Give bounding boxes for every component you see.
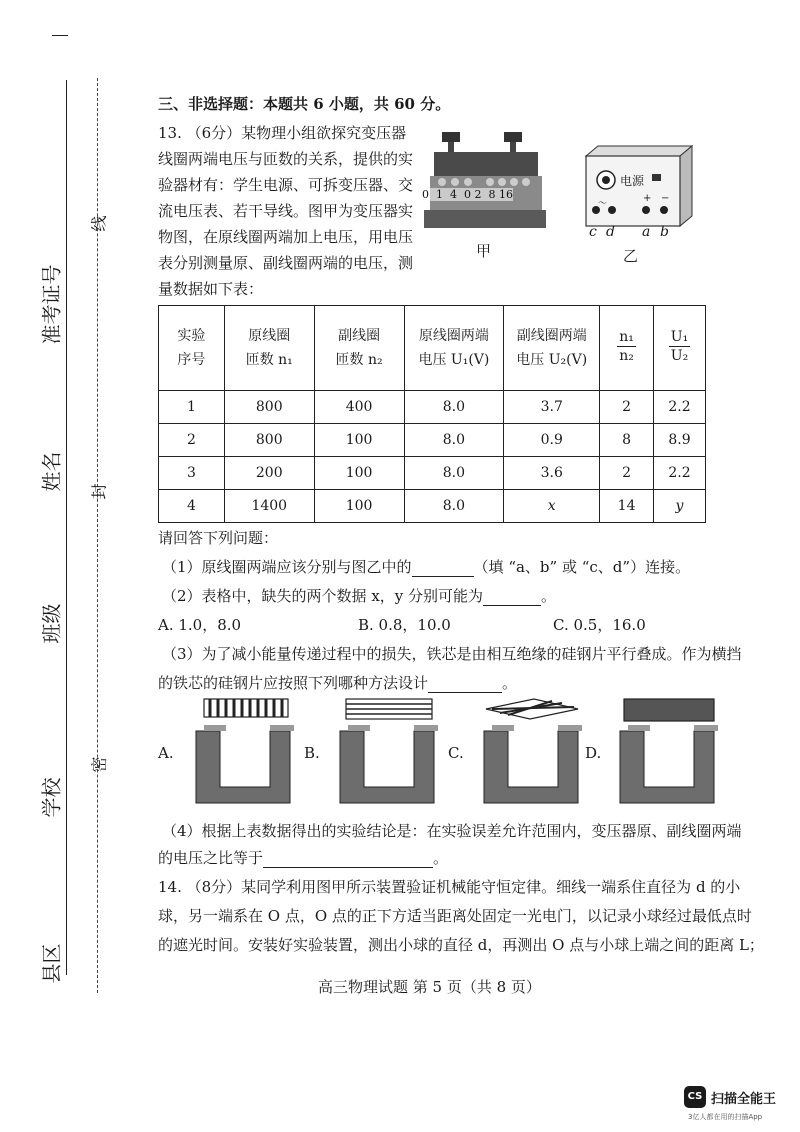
- figure-transformer: [420, 118, 550, 238]
- table-cell: 100: [314, 490, 404, 523]
- seal-dense: 密: [89, 756, 109, 773]
- table-cell: 3.7: [504, 391, 600, 424]
- q13-part4-line2: [158, 847, 448, 868]
- scanner-logo-icon: CS: [684, 1086, 706, 1108]
- core-label-c: C.: [448, 744, 464, 762]
- q13-part3-line2: [158, 672, 517, 693]
- header-cell: 实验 序号: [159, 306, 225, 391]
- terminal-c: c: [589, 224, 597, 240]
- transformer-terminal-labels: 0 1 4 0 2 8 16: [422, 188, 513, 201]
- q13-part3-end: 。: [502, 674, 518, 692]
- q14-line: 球，另一端系在 O 点，O 点的正下方适当距离处固定一光电门，以记录小球经过最低点时: [158, 907, 752, 925]
- table-cell: x: [504, 490, 600, 523]
- table-cell: 2: [600, 391, 654, 424]
- core-c-illustration: [478, 695, 586, 807]
- answer-blank-2[interactable]: [483, 591, 541, 606]
- table-cell: 2: [159, 424, 225, 457]
- symbol-plus: +: [643, 193, 652, 204]
- symbol-minus: −: [661, 193, 670, 204]
- seal-line: 线: [89, 215, 109, 232]
- label-county: 县区: [39, 943, 64, 984]
- q13-part1-hint: （填 “a、b” 或 “c、d”）连接。: [473, 558, 691, 576]
- table-cell: 14: [600, 490, 654, 523]
- q13-part4-text: 的电压之比等于: [158, 849, 264, 867]
- page-footer: 高三物理试题 第 5 页（共 8 页）: [318, 978, 541, 996]
- answer-blank-4[interactable]: [263, 853, 433, 868]
- q13-intro-line: 线圈两端电压与匝数的关系，提供的实: [158, 150, 414, 168]
- table-cell: 100: [314, 424, 404, 457]
- table-cell: 8.0: [404, 490, 504, 523]
- q13-part2: [162, 585, 556, 606]
- header-cell-ratio-n: $\frac{\text{n₁}}{\text{n₂}}$: [600, 306, 654, 391]
- answer-blank-3[interactable]: [428, 678, 502, 693]
- header-cell: 副线圈 匝数 n₂: [314, 306, 404, 391]
- table-cell: 800: [224, 424, 314, 457]
- q13-intro-line: 物图，在原线圈两端加上电压，用电压: [158, 228, 414, 246]
- table-cell: 2: [600, 457, 654, 490]
- symbol-ac: ～: [598, 199, 608, 209]
- core-d-illustration: [614, 695, 722, 807]
- margin-tick-top: [52, 35, 68, 36]
- q14-line: 的遮光时间。安装好实验装置，测出小球的直径 d，再测出 O 点与小球上端之间的距离 L；: [158, 936, 764, 954]
- transformer-illustration: [420, 118, 550, 238]
- core-b-illustration: [334, 695, 442, 807]
- q13-intro-line: 表分别测量原、副线圈两端的电压，测: [158, 254, 414, 272]
- label-school: 学校: [39, 777, 64, 818]
- answer-blank-1[interactable]: [412, 562, 474, 577]
- table-cell: 8.0: [404, 424, 504, 457]
- scanner-brand: 扫描全能王: [711, 1092, 777, 1107]
- terminal-d: d: [606, 224, 615, 240]
- table-header-row: [159, 306, 706, 391]
- q13-part3-line1: （3）为了减小能量传递过程中的损失，铁芯是由相互绝缘的硅钢片平行叠成。作为横挡: [162, 645, 742, 663]
- power-label: 电源: [620, 174, 645, 188]
- table-row: [159, 424, 706, 457]
- q14-line: 14. （8分）某同学利用图甲所示装置验证机械能守恒定律。细线一端系住直径为 d 的小: [158, 878, 741, 896]
- label-name: 姓名: [39, 451, 64, 492]
- data-table: [158, 305, 706, 523]
- core-label-b: B.: [304, 744, 320, 762]
- q13-intro-line: 验器材有：学生电源、可拆变压器、交: [158, 176, 414, 194]
- q13-intro-line: 流电压表、若干导线。图甲为变压器实: [158, 202, 414, 220]
- table-row: [159, 490, 706, 523]
- table-cell: 8.9: [654, 424, 706, 457]
- table-cell: 100: [314, 457, 404, 490]
- scanner-watermark: [684, 1086, 796, 1126]
- table-cell: 3.6: [504, 457, 600, 490]
- figure-power-supply: [580, 140, 700, 235]
- core-a-illustration: [190, 695, 298, 807]
- table-cell: 8.0: [404, 457, 504, 490]
- header-cell: 副线圈两端 电压 U₂(V): [504, 306, 600, 391]
- q13-intro-line: 13. （6分）某物理小组欲探究变压器: [158, 124, 407, 142]
- table-cell: y: [654, 490, 706, 523]
- caption-jia: 甲: [476, 242, 492, 260]
- seal-seal: 封: [89, 483, 109, 500]
- q13-intro-line: 量数据如下表：: [158, 280, 264, 298]
- core-label-a: A.: [158, 744, 174, 762]
- table-row: [159, 457, 706, 490]
- table-cell: 3: [159, 457, 225, 490]
- terminal-a: a: [642, 224, 651, 240]
- table-cell: 8.0: [404, 391, 504, 424]
- scanner-tagline: 3亿人都在用的扫描App: [688, 1113, 763, 1121]
- caption-yi: 乙: [623, 247, 639, 265]
- option-c: C. 0.5，16.0: [553, 616, 646, 634]
- table-cell: 400: [314, 391, 404, 424]
- header-cell: 原线圈 匝数 n₁: [224, 306, 314, 391]
- label-exam-number: 准考证号: [39, 264, 64, 345]
- table-cell: 4: [159, 490, 225, 523]
- label-class: 班级: [39, 603, 64, 644]
- margin-line: [66, 80, 67, 975]
- option-a: A. 1.0，8.0: [158, 616, 242, 634]
- q13-part2-end: 。: [541, 587, 557, 605]
- option-b: B. 0.8，10.0: [358, 616, 451, 634]
- table-cell: 800: [224, 391, 314, 424]
- q13-part4-line1: （4）根据上表数据得出的实验结论是：在实验误差允许范围内，变压器原、副线圈两端: [162, 822, 742, 840]
- q13-part1: [162, 556, 690, 577]
- table-cell: 1: [159, 391, 225, 424]
- prompt-answer: 请回答下列问题：: [158, 529, 279, 547]
- table-row: [159, 391, 706, 424]
- q13-part1-text: （1）原线圈两端应该分别与图乙中的: [162, 558, 412, 576]
- table-cell: 200: [224, 457, 314, 490]
- section-title: 三、非选择题：本题共 6 小题，共 60 分。: [158, 95, 451, 113]
- table-cell: 2.2: [654, 391, 706, 424]
- header-cell-ratio-u: $\frac{\text{U₁}}{\text{U₂}}$: [654, 306, 706, 391]
- core-label-d: D.: [585, 744, 602, 762]
- table-cell: 2.2: [654, 457, 706, 490]
- q13-part4-end: 。: [433, 849, 449, 867]
- table-cell: 1400: [224, 490, 314, 523]
- q13-part2-text: （2）表格中，缺失的两个数据 x，y 分别可能为: [162, 587, 484, 605]
- header-cell: 原线圈两端 电压 U₁(V): [404, 306, 504, 391]
- table-cell: 8: [600, 424, 654, 457]
- q13-part3-text: 的铁芯的硅钢片应按照下列哪种方法设计: [158, 674, 429, 692]
- terminal-b: b: [660, 224, 669, 240]
- table-cell: 0.9: [504, 424, 600, 457]
